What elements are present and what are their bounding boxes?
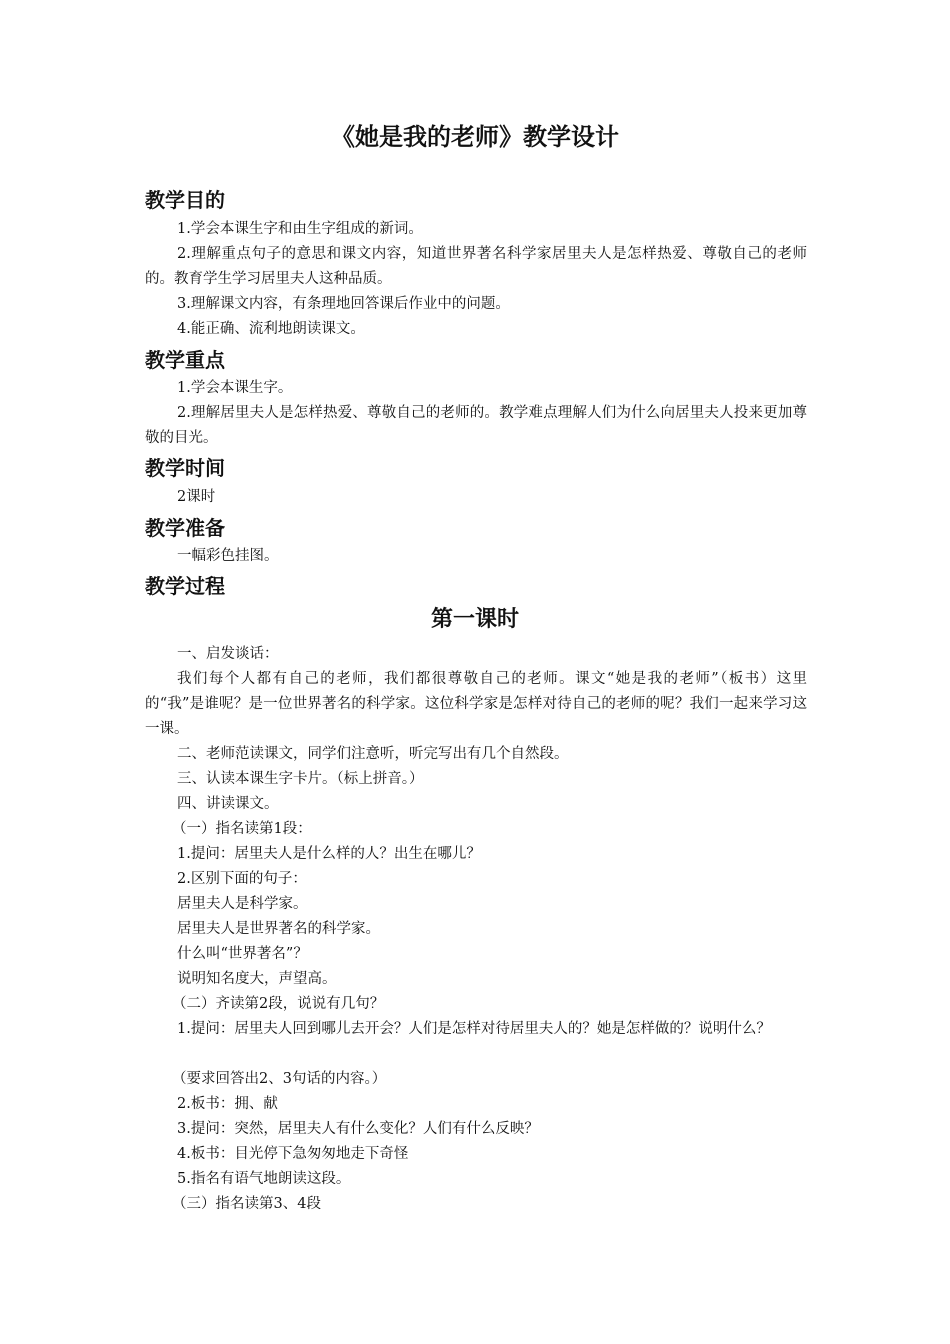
process-line: 三、认读本课生字卡片。（标上拼音。）: [177, 771, 424, 787]
process-line: 居里夫人是世界著名的科学家。: [177, 921, 380, 937]
process-line: 居里夫人是科学家。: [177, 896, 308, 912]
process-line: 2.板书：拥、献: [177, 1096, 278, 1112]
process-line: 说明知名度大，声望高。: [177, 971, 337, 987]
section-heading-objectives: 教学目的: [145, 188, 225, 212]
process-line: 1.提问：居里夫人是什么样的人？出生在哪儿？: [177, 846, 481, 862]
section-heading-prep: 教学准备: [145, 516, 225, 540]
focus-item: 2.理解居里夫人是怎样热爱、尊敬自己的老师的。教学难点理解人们为什么向居里夫人投来更加尊敬的目光。: [145, 405, 807, 446]
prep-text: 一幅彩色挂图。: [177, 548, 279, 564]
lesson-title: 第一课时: [430, 607, 519, 632]
objective-item: 4.能正确、流利地朗读课文。: [177, 321, 365, 337]
process-paragraph: 1.提问：居里夫人回到哪儿去开会？人们是怎样对待居里夫人的？她是怎样做的？说明什么？: [177, 1021, 771, 1037]
focus-item: 1.学会本课生字。: [177, 380, 293, 396]
process-line: 四、讲读课文。: [177, 796, 279, 812]
process-line: 2.区别下面的句子：: [177, 871, 307, 887]
section-heading-time: 教学时间: [145, 456, 225, 480]
objective-item: 3.理解课文内容，有条理地回答课后作业中的问题。: [177, 296, 510, 312]
process-line: （二）齐读第2段，说说有几句？: [172, 996, 385, 1012]
process-line: 5.指名有语气地朗读这段。: [177, 1171, 351, 1187]
process-paragraph: 我们每个人都有自己的老师，我们都很尊敬自己的老师。课文“她是我的老师”（板书）这里的“我”是谁呢？是一位世界著名的科学家。这位科学家是怎样对待自己的老师的呢？我们一起来学习这一课。: [145, 671, 807, 737]
process-line: 一、启发谈话：: [177, 646, 279, 662]
process-line: 什么叫“世界著名”？: [177, 946, 308, 962]
process-line: （要求回答出2、3句话的内容。）: [172, 1071, 387, 1087]
process-line: 3.提问：突然，居里夫人有什么变化？人们有什么反映？: [177, 1121, 539, 1137]
section-heading-focus: 教学重点: [145, 348, 225, 372]
objective-item: 2.理解重点句子的意思和课文内容，知道世界著名科学家居里夫人是怎样热爱、尊敬自己的老师的。教育学生学习居里夫人这种品质。: [145, 246, 807, 287]
section-heading-process: 教学过程: [145, 574, 225, 598]
process-line: 二、老师范读课文，同学们注意听，听完写出有几个自然段。: [177, 746, 569, 762]
process-line: 4.板书：目光停下急匆匆地走下奇怪: [177, 1146, 409, 1162]
document-title: 《她是我的老师》教学设计: [331, 123, 619, 151]
objective-item: 1.学会本课生字和由生字组成的新词。: [177, 221, 423, 237]
process-line: （三）指名读第3、4段: [172, 1196, 321, 1212]
time-text: 2课时: [177, 489, 216, 505]
process-line: （一）指名读第1段：: [172, 821, 312, 837]
